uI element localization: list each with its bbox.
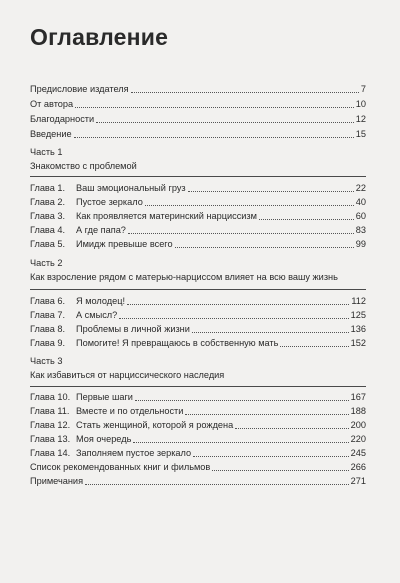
chapter-number: Глава 7. [30,310,66,320]
chapter-title: Я молодец! [76,296,126,306]
chapter-number: Глава 13. [30,434,71,444]
chapter-title: Вместе и по отдельности [76,406,184,416]
chapter-title: Помогите! Я превращаюсь в собственную мать [76,338,279,348]
chapter-title: Как проявляется материнский нарциссизм [76,211,257,221]
dot-leader [135,400,349,401]
chapter-page: 188 [350,406,366,416]
toc-chapter[interactable] [30,183,366,194]
chapter-page: 152 [350,338,366,348]
dot-leader [133,442,348,443]
chapter-title: Первые шаги [76,392,133,402]
chapter-number: Глава 11. [30,406,70,416]
dot-leader [185,414,348,415]
chapter-number: Глава 12. [30,420,71,430]
page-title: Оглавление [30,24,169,50]
dot-leader [192,332,349,333]
part-label: Часть 3 [30,356,63,366]
dot-leader [75,107,354,108]
chapter-number: Глава 1. [30,183,66,193]
toc-chapter[interactable] [30,225,366,236]
chapter-page: 40 [355,197,366,207]
toc-chapter[interactable] [30,197,366,208]
toc-entry-thanks[interactable] [30,114,366,125]
chapter-title: А где папа? [76,225,126,235]
chapter-page: 22 [355,183,366,193]
entry-title: Введение [30,129,72,139]
entry-page: 12 [355,114,366,124]
toc-chapter[interactable] [30,406,366,417]
dot-leader [128,233,354,234]
entry-page: 15 [355,129,366,139]
chapter-title: Моя очередь [76,434,132,444]
part-title: Знакомство с проблемой [30,161,137,171]
chapter-page: 136 [350,324,366,334]
chapter-number: Глава 14. [30,448,71,458]
toc-chapter[interactable] [30,338,366,349]
dot-leader [119,318,348,319]
dot-leader [212,470,348,471]
entry-title: Примечания [30,476,84,486]
part-divider [30,176,366,177]
dot-leader [188,191,354,192]
chapter-number: Глава 10. [30,392,71,402]
entry-title: Предисловие издателя [30,84,129,94]
chapter-page: 83 [355,225,366,235]
toc-chapter[interactable] [30,420,366,431]
part-title: Как взросление рядом с матерью-нарциссом влияет на всю вашу жизнь [30,272,338,282]
entry-title: Благодарности [30,114,95,124]
chapter-page: 112 [351,296,366,306]
dot-leader [175,247,354,248]
chapter-page: 245 [350,448,366,458]
entry-page: 271 [350,476,366,486]
chapter-number: Глава 8. [30,324,66,334]
dot-leader [85,484,349,485]
dot-leader [259,219,354,220]
dot-leader [193,456,349,457]
part-divider [30,386,366,387]
toc-entry-recommended[interactable] [30,462,366,473]
dot-leader [280,346,348,347]
chapter-page: 99 [355,239,366,249]
entry-title: От автора [30,99,74,109]
toc-chapter[interactable] [30,310,366,321]
toc-chapter[interactable] [30,239,366,250]
entry-page: 10 [355,99,366,109]
part-title: Как избавиться от нарциссического наследия [30,370,225,380]
chapter-title: Имидж превыше всего [76,239,173,249]
part-divider [30,289,366,290]
dot-leader [235,428,348,429]
entry-page: 266 [350,462,366,472]
chapter-title: Пустое зеркало [76,197,143,207]
chapter-page: 220 [350,434,366,444]
dot-leader [145,205,354,206]
chapter-number: Глава 9. [30,338,66,348]
part-label: Часть 1 [30,147,63,157]
dot-leader [74,137,354,138]
chapter-page: 60 [355,211,366,221]
chapter-title: А смысл? [76,310,118,320]
toc-chapter[interactable] [30,392,366,403]
toc-entry-intro[interactable] [30,129,366,140]
chapter-page: 200 [350,420,366,430]
dot-leader [127,304,349,305]
entry-title: Список рекомендованных книг и фильмов [30,462,211,472]
toc-chapter[interactable] [30,434,366,445]
chapter-page: 167 [350,392,366,402]
chapter-title: Заполняем пустое зеркало [76,448,192,458]
chapter-number: Глава 4. [30,225,66,235]
dot-leader [131,92,359,93]
toc-chapter[interactable] [30,324,366,335]
chapter-number: Глава 5. [30,239,66,249]
toc-entry-author[interactable] [30,99,366,110]
chapter-number: Глава 3. [30,211,66,221]
chapter-number: Глава 6. [30,296,66,306]
chapter-number: Глава 2. [30,197,66,207]
chapter-page: 125 [350,310,366,320]
part-label: Часть 2 [30,258,63,268]
toc-entry-preface[interactable] [30,84,366,95]
toc-chapter[interactable] [30,448,366,459]
toc-chapter[interactable] [30,296,366,307]
entry-page: 7 [360,84,366,94]
chapter-title: Проблемы в личной жизни [76,324,190,334]
chapter-title: Стать женщиной, которой я рождена [76,420,234,430]
chapter-title: Ваш эмоциональный груз [76,183,186,193]
toc-entry-notes[interactable] [30,476,366,487]
toc-chapter[interactable] [30,211,366,222]
dot-leader [96,122,354,123]
